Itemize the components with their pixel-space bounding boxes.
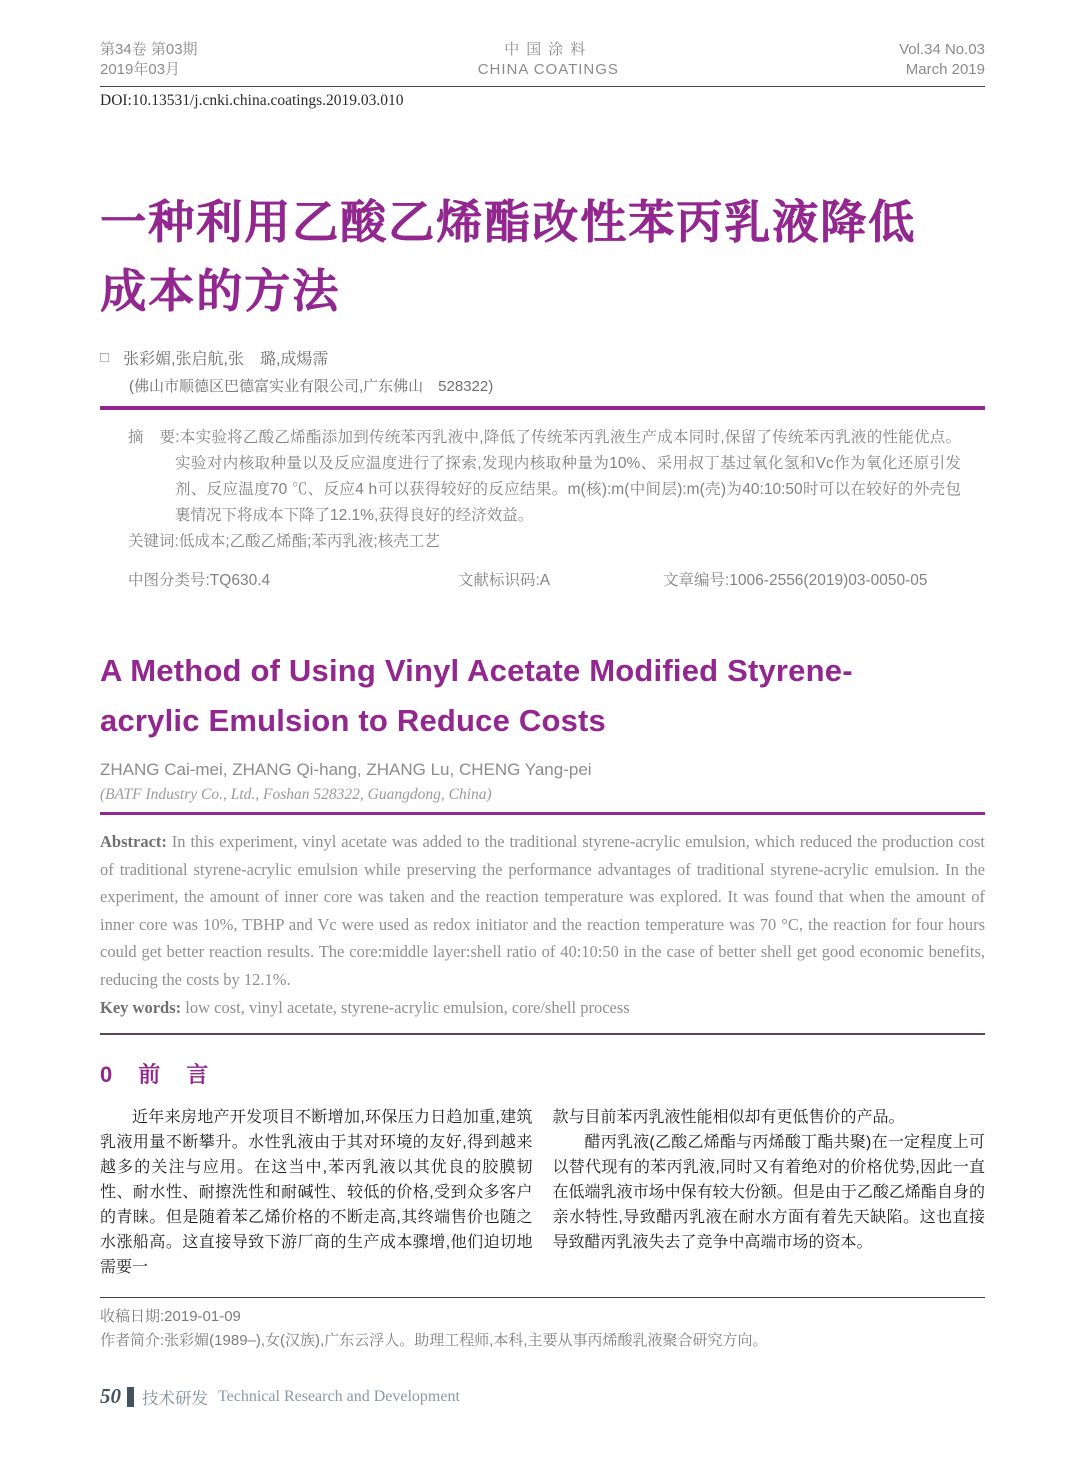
authors-en: ZHANG Cai-mei, ZHANG Qi-hang, ZHANG Lu, CHENG Yang-pei xyxy=(100,760,592,779)
author-marker-icon: □ xyxy=(100,349,110,366)
abstract-text-en: In this experiment, vinyl acetate was added to the traditional styrene-acrylic emulsion, which reduced the production cost of traditional styrene-acrylic emulsion while preserving the performance advantages of traditional styrene-acrylic emulsion. In the experiment, the amount of inner core was taken and the reaction temperature was explored. It was found that when the amount of inner core was 10%, TBHP and Vc were used as redox initiator and the reaction temperature was 70 °C, the reaction for four hours could get better reaction results. The core:middle layer:shell ratio of 40:10:50 in the case of better shell get good economic benefits, reducing the costs by 12.1%. xyxy=(100,832,985,989)
footer-bar-icon xyxy=(127,1387,134,1407)
affiliation-en: (BATF Industry Co., Ltd., Foshan 528322, Guangdong, China) xyxy=(100,786,492,803)
volume-issue-en: Vol.34 No.03 xyxy=(899,41,985,58)
authors-row-cn xyxy=(100,346,985,369)
article-title-en: A Method of Using Vinyl Acetate Modified Styrene-acrylic Emulsion to Reduce Costs xyxy=(100,653,853,738)
keywords-en-line xyxy=(100,994,985,1035)
title-divider xyxy=(100,406,985,410)
document-code: 文献标识码:A xyxy=(458,572,551,589)
body-paragraph: 近年来房地产开发项目不断增加,环保压力日趋加重,建筑乳液用量不断攀升。水性乳液由于其对环境的友好,得到越来越多的关注与应用。在这当中,苯丙乳液以其优良的胶膜韧性、耐水性、耐擦洗性和耐碱性、较低的价格,受到众多客户的青睐。但是随着苯乙烯价格的不断走高,其终端售价也随之水涨船高。这直接导致下游厂商的生产成本骤增,他们迫切地需要一 xyxy=(100,1109,533,1276)
abstract-cn-paragraph xyxy=(128,425,961,529)
section-heading: 0 前 言 xyxy=(100,1062,211,1087)
article-title-cn: 一种利用乙酸乙烯酯改性苯丙乳液降低成本的方法 xyxy=(100,196,916,317)
abstract-label-en: Abstract: xyxy=(100,832,167,851)
keywords-label-cn: 关键词: xyxy=(128,533,179,550)
classification-row xyxy=(128,568,961,590)
clc-number: 中图分类号:TQ630.4 xyxy=(128,572,271,589)
header-right xyxy=(899,40,985,80)
affiliation-cn: (佛山市顺德区巴德富实业有限公司,广东佛山 528322) xyxy=(129,378,494,395)
date-cn: 2019年03月 xyxy=(100,61,181,78)
date-en: March 2019 xyxy=(905,61,985,78)
page-footer xyxy=(100,1384,460,1409)
abstract-label-cn: 摘 要: xyxy=(128,429,180,446)
page-number: 50 xyxy=(100,1384,121,1408)
journal-name-en: CHINA COATINGS xyxy=(477,61,619,78)
doi: DOI:10.13531/j.cnki.china.coatings.2019.03.010 xyxy=(100,92,404,109)
two-column-body xyxy=(100,1105,985,1280)
keywords-cn: 低成本;乙酸乙烯酯;苯丙乳液;核壳工艺 xyxy=(178,533,440,550)
article-id: 文章编号:1006-2556(2019)03-0050-05 xyxy=(663,572,928,589)
authors-cn: 张彩媚,张启航,张 璐,成煬霈 xyxy=(123,351,329,368)
section-0-foreword xyxy=(100,1058,985,1280)
journal-header xyxy=(100,40,985,87)
english-title-divider xyxy=(100,812,985,815)
footer-section-en: Technical Research and Development xyxy=(218,1387,460,1405)
header-left xyxy=(100,40,198,80)
footer-section-cn: 技术研发 xyxy=(142,1389,208,1408)
keywords-cn-line xyxy=(128,529,961,555)
volume-issue-cn: 第34卷 第03期 xyxy=(100,41,198,58)
received-date: 收稿日期:2019-01-09 xyxy=(100,1308,241,1325)
body-paragraph: 款与目前苯丙乳液性能相似却有更低售价的产品。 xyxy=(552,1109,905,1126)
footnote-block xyxy=(100,1297,985,1353)
body-paragraph: 醋丙乳液(乙酸乙烯酯与丙烯酸丁酯共聚)在一定程度上可以替代现有的苯丙乳液,同时又有着绝对的价格优势,因此一直在低端乳液市场中保有较大份额。但是由于乙酸乙烯酯自身的亲水特性,导致醋丙乳液在耐水方面有着先天缺陷。这也直接导致醋丙乳液失去了竞争中高端市场的资本。 xyxy=(552,1134,985,1251)
journal-name-cn: 中国涂料 xyxy=(504,41,593,58)
header-center xyxy=(478,40,619,80)
keywords-label-en: Key words: xyxy=(100,998,182,1017)
abstract-cn-block xyxy=(128,425,961,529)
keywords-en: low cost, vinyl acetate, styrene-acrylic emulsion, core/shell process xyxy=(181,998,630,1017)
column-left xyxy=(100,1105,543,1280)
author-bio: 作者简介:张彩媚(1989–),女(汉族),广东云浮人。助理工程师,本科,主要从事丙烯酸乳液聚合研究方向。 xyxy=(100,1332,768,1349)
column-right xyxy=(543,1105,986,1280)
abstract-en-paragraph xyxy=(100,828,985,993)
abstract-text-cn: 本实验将乙酸乙烯酯添加到传统苯丙乳液中,降低了传统苯丙乳液生产成本同时,保留了传统苯丙乳液的性能优点。实验对内核取种量以及反应温度进行了探索,发现内核取种量为10%、采用叔丁基过氧化氢和Vc作为氧化还原引发剂、反应温度70 ℃、反应4 h可以获得较好的反应结果。m(核):m(中间层):m(壳)为40:10:50时可以在较好的外壳包裹情况下将成本下降了12.1%,获得良好的经济效益。 xyxy=(175,429,961,524)
